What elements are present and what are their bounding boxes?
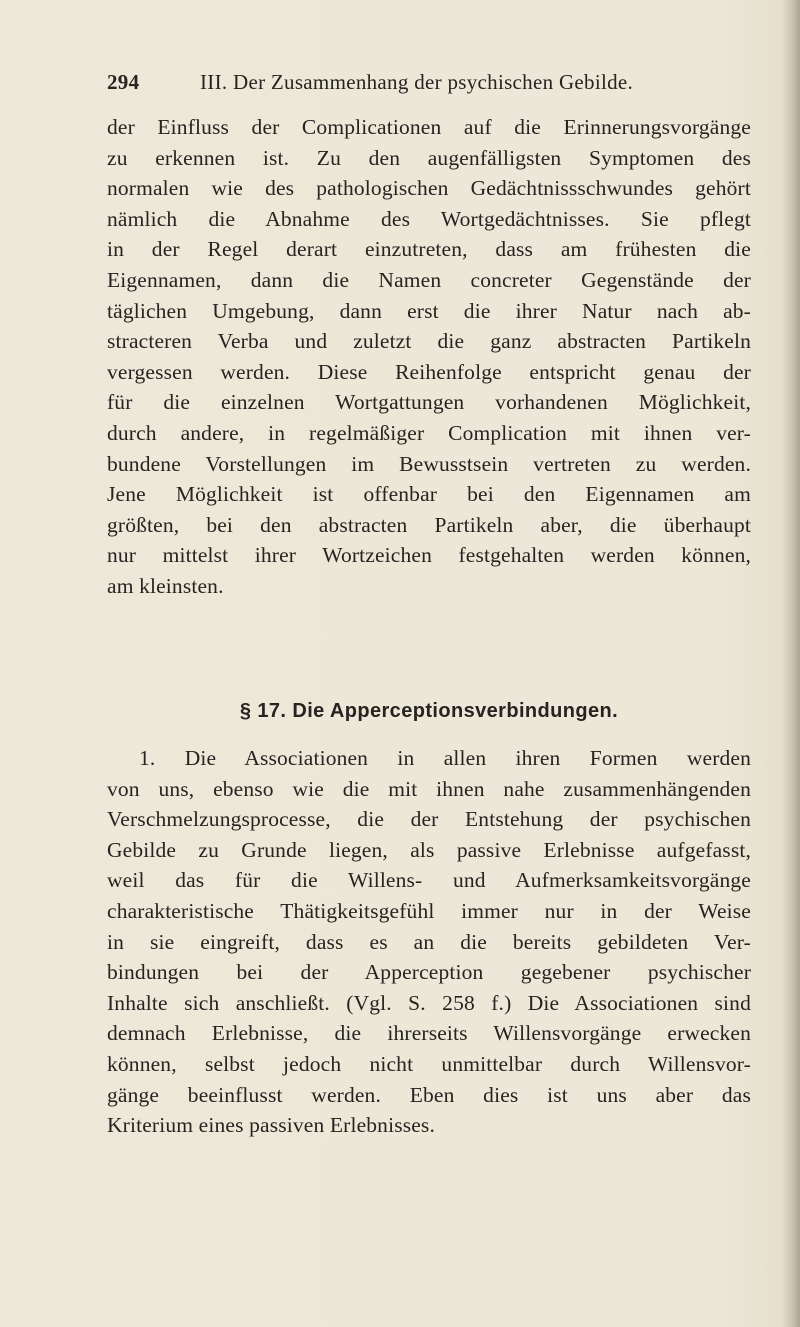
text-line: durch andere, in regelmäßiger Complication mit ihnen ver- (107, 420, 751, 445)
paragraph-1 (107, 112, 751, 602)
paragraph-2 (107, 743, 751, 1141)
text-line: Verschmelzungsprocesse, die der Entstehung der psychischen (107, 807, 751, 832)
text-line: vergessen werden. Diese Reihenfolge entspricht genau der (107, 359, 751, 384)
text-line: stracteren Verba und zuletzt die ganz abstracten Partikeln (107, 329, 751, 354)
text-line: bundene Vorstellungen im Bewusstsein vertreten zu werden. (107, 451, 751, 476)
text-line: bindungen bei der Apperception gegebener psychischer (107, 960, 751, 985)
text-line: nur mittelst ihrer Wortzeichen festgehalten werden können, (107, 543, 751, 568)
text-line: täglichen Umgebung, dann erst die ihrer Natur nach ab- (107, 298, 751, 323)
text-line: Eigennamen, dann die Namen concreter Gegenstände der (107, 267, 751, 292)
text-line: größten, bei den abstracten Partikeln aber, die überhaupt (107, 512, 751, 537)
text-line: Inhalte sich anschließt. (Vgl. S. 258 f.) Die Associationen sind (107, 990, 751, 1015)
text-line: nämlich die Abnahme des Wortgedächtnisses. Sie pflegt (107, 206, 751, 231)
text-line: normalen wie des pathologischen Gedächtnissschwundes gehört (107, 176, 751, 201)
page-number: 294 (107, 70, 140, 94)
text-line: der Einfluss der Complicationen auf die Erinnerungsvorgänge (107, 115, 751, 139)
text-line: können, selbst jedoch nicht unmittelbar durch Willensvor- (107, 1051, 751, 1076)
text-line: weil das für die Willens- und Aufmerksamkeitsvorgänge (107, 868, 751, 893)
text-line: zu erkennen ist. Zu den augenfälligsten Symptomen des (107, 145, 751, 170)
text-line: demnach Erlebnisse, die ihrerseits Willensvorgänge erwecken (107, 1021, 751, 1046)
text-line: für die einzelnen Wortgattungen vorhandenen Möglichkeit, (107, 390, 751, 415)
text-line: 1. Die Associationen in allen ihren Formen werden (139, 746, 751, 770)
text-line: in sie eingreift, dass es an die bereits gebildeten Ver- (107, 929, 751, 954)
running-title: III. Der Zusammenhang der psychischen Gebilde. (200, 70, 634, 94)
text-line: von uns, ebenso wie die mit ihnen nahe zusammenhängenden (107, 776, 751, 801)
text-line: Gebilde zu Grunde liegen, als passive Erlebnisse aufgefasst, (107, 837, 751, 862)
running-head (107, 70, 707, 104)
text-line: Kriterium eines passiven Erlebnisses. (107, 1113, 435, 1138)
text-line: charakteristische Thätigkeitsgefühl immer nur in der Weise (107, 898, 751, 923)
text-line: am kleinsten. (107, 573, 224, 598)
text-line: gänge beeinflusst werden. Eben dies ist uns aber das (107, 1082, 751, 1107)
page-edge-shadow (782, 0, 800, 1327)
section-heading: § 17. Die Apperceptionsverbindungen. (239, 700, 619, 722)
text-line: in der Regel derart einzutreten, dass am frühesten die (107, 237, 751, 262)
text-line: Jene Möglichkeit ist offenbar bei den Eigennamen am (107, 482, 751, 507)
